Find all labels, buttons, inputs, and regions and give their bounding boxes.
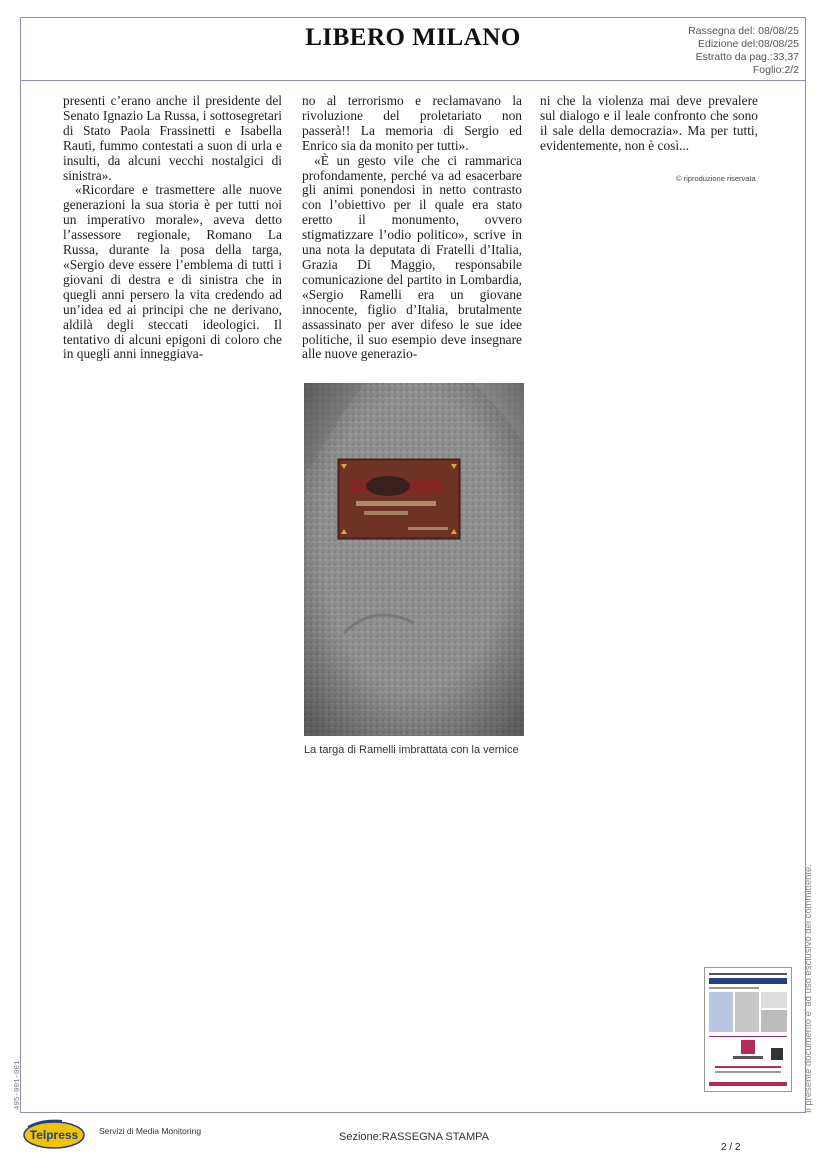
- article-column-2: [302, 94, 522, 362]
- rassegna-date: Rassegna del: 08/08/25: [688, 25, 799, 37]
- edition-meta: [688, 25, 799, 77]
- masthead: LIBERO MILANO: [305, 24, 521, 51]
- header-divider: [20, 80, 806, 81]
- article-column-1: [63, 94, 282, 362]
- copyright-notice: © riproduzione riservata: [676, 174, 756, 183]
- photo-caption: La targa di Ramelli imbrattata con la vernice: [304, 744, 519, 756]
- usage-notice: Il presente documento e' ad uso esclusivo del committente.: [803, 864, 814, 1113]
- telpress-logo: [22, 1118, 86, 1150]
- footer-service: Servizi di Media Monitoring: [99, 1126, 202, 1136]
- foglio: Foglio:2/2: [752, 64, 799, 76]
- paragraph: presenti c’erano anche il presidente del Senato Ignazio La Russa, i sottosegretari di Stato Paola Frassinetti e Isabella Rauti, fummo contestati a suon di urla e insulti, da alcuni vecchi nostalgici di sinistra».: [63, 93, 282, 183]
- paragraph: no al terrorismo e reclamavano la rivoluzione del proletariato non passerà!! La memoria di Sergio ed Enrico sia da monito per tutti».: [302, 93, 522, 153]
- memorial-plaque-photo: [304, 383, 524, 736]
- paragraph: «Ricordare e trasmettere alle nuove generazioni la sua storia è per tutti noi un imperativo morale», aveva detto l’assessore regionale, Romano La Russa, durante la posa della targa, «Sergio deve essere l’emblema di tutti i giovani di destra e di sinistra che in quegli anni persero la vita credendo ad un’idea ed ai principi che ne derivano, aldilà degli steccati ideologici. Il tentativo di alcuni epigoni di coloro che in quegli anni inneggiava-: [63, 182, 282, 362]
- telpress-logo-graphic: [22, 1118, 86, 1150]
- page-number: 2 / 2: [721, 1142, 741, 1153]
- photo-graphic: [304, 383, 524, 736]
- footer-section: Sezione:RASSEGNA STAMPA: [339, 1131, 489, 1143]
- thumbnail-graphic: [705, 968, 791, 1091]
- paragraph: «È un gesto vile che ci rammarica profondamente, perché va ad esacerbare gli animi ponendosi in netto contrasto con l’obiettivo per il quale era stato eretto il monumento, ovvero stigmatizzare l’odio politico», scrive in una nota la deputata di Fratelli d’Italia, Grazia Di Maggio, responsabile comunicazione del partito in Lombardia, «Sergio Ramelli era un giovane innocente, figlio d’Italia, brutalmente assassinato per aver difeso le sue idee politiche, il suo esempio deve insegnare alle nuove generazio-: [302, 152, 522, 362]
- telpress-logo-text: Telpress: [29, 1128, 79, 1142]
- edizione-date: Edizione del:08/08/25: [698, 38, 799, 50]
- paragraph: ni che la violenza mai deve prevalere sul dialogo e il leale confronto che sono il sale della democrazia». Ma per tutti, evidentemente, non è così...: [540, 93, 758, 153]
- page-thumbnail[interactable]: [704, 967, 792, 1092]
- estratto-pages: Estratto da pag.:33,37: [695, 51, 799, 63]
- article-column-3: [540, 94, 758, 154]
- document-code: 495-001-001: [14, 1060, 22, 1110]
